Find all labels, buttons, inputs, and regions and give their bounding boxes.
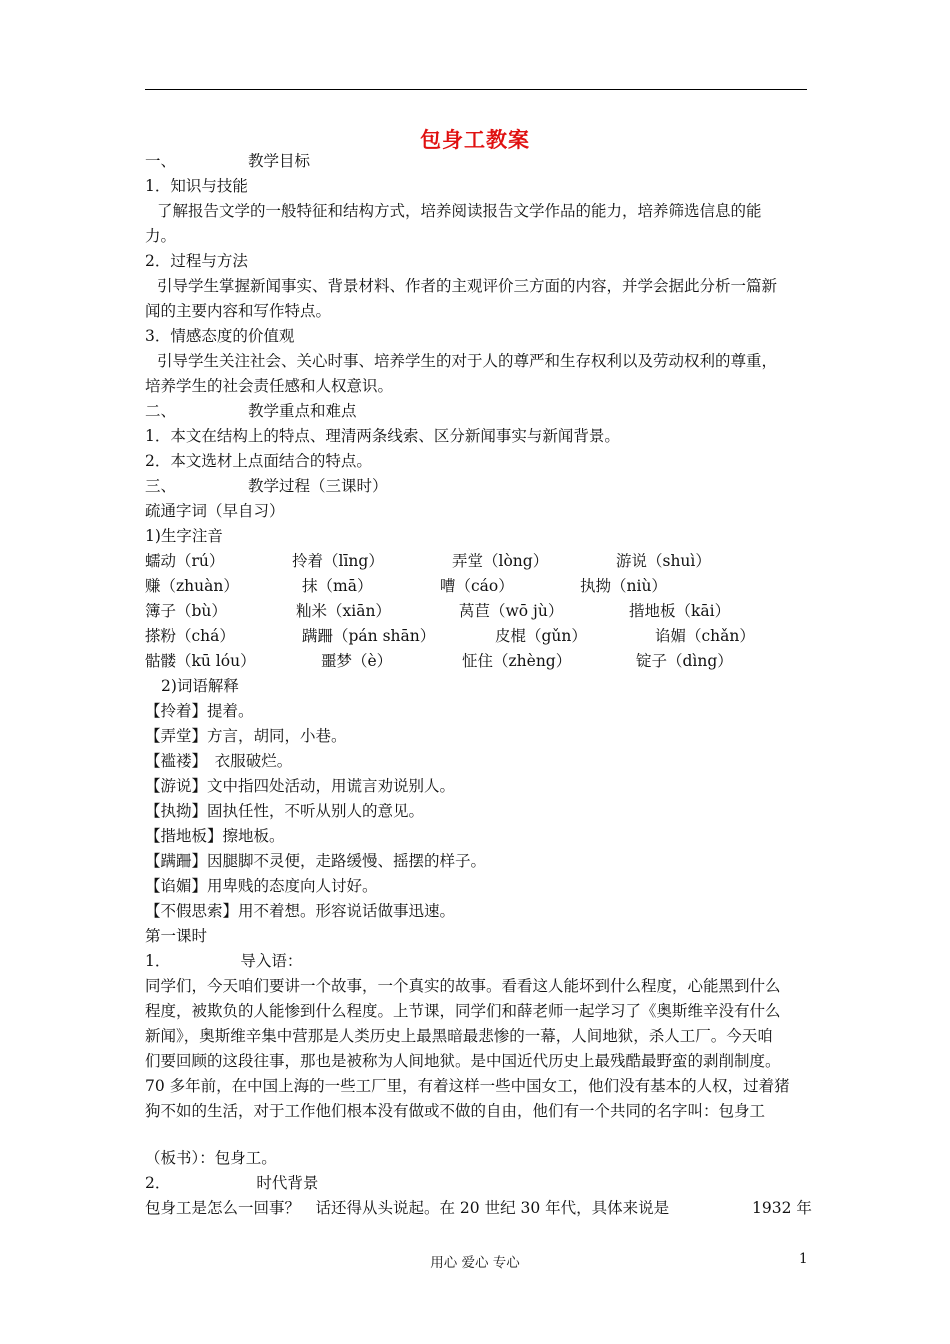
pinyin-item: 弄堂（lòng）: [452, 552, 549, 570]
intro-paragraph-line: 同学们，今天咱们要讲一个故事，一个真实的故事。看看这人能坏到什么程度，心能黑到什么: [145, 977, 781, 995]
pinyin-item: 嘈（cáo）: [440, 577, 514, 595]
section-number: 三、: [145, 477, 177, 495]
pinyin-item: 游说（shuì）: [616, 552, 711, 570]
lesson-heading: 第一课时: [145, 927, 208, 945]
board-note: （板书）：包身工。: [145, 1149, 277, 1167]
section-3-heading: [145, 474, 388, 499]
definition-item: 【褴褛】 衣服破烂。: [145, 752, 293, 770]
goal-1-heading: 1．知识与技能: [145, 177, 248, 195]
intro-paragraph-line: 狗不如的生活，对于工作他们根本没有做或不做的自由，他们有一个共同的名字叫：包身工: [145, 1102, 766, 1120]
pinyin-item: 噩梦（è）: [321, 652, 393, 670]
background-title: 时代背景: [256, 1174, 319, 1192]
section-title: 教学重点和难点: [248, 402, 357, 420]
background-number: 2．: [145, 1174, 171, 1192]
intro-paragraph-line: 程度，被欺负的人能惨到什么程度。上节课，同学们和薛老师一起学习了《奥斯维辛没有什么: [145, 1002, 781, 1020]
pinyin-item: 赚（zhuàn）: [145, 577, 239, 595]
goal-1-text-cont: 力。: [145, 227, 177, 245]
pinyin-item: 执拗（niù）: [580, 577, 667, 595]
section-2-heading: [145, 399, 357, 424]
goal-2-text: 引导学生掌握新闻事实、背景材料、作者的主观评价三方面的内容，并学会据此分析一篇新: [157, 277, 778, 295]
page-footer: 用心 爱心 专心: [430, 1255, 520, 1271]
background-year: 1932 年: [752, 1199, 812, 1217]
page-number: 1: [799, 1251, 808, 1267]
background-heading: [145, 1171, 318, 1196]
pinyin-item: 搽粉（chá）: [145, 627, 235, 645]
definition-item: 【执拗】固执任性，不听从别人的意见。: [145, 802, 425, 820]
intro-heading: [145, 949, 302, 974]
key-point-2: 2．本文选材上点面结合的特点。: [145, 452, 372, 470]
pinyin-item: 锭子（dìng）: [636, 652, 733, 670]
header-rule: [145, 89, 807, 90]
pinyin-heading: 1)生字注音: [145, 527, 223, 545]
words-heading: 2)词语解释: [161, 677, 239, 695]
pinyin-item: 怔住（zhèng）: [462, 652, 572, 670]
definition-item: 【拎着】提着。: [145, 702, 254, 720]
pinyin-item: 骷髅（kū lóu）: [145, 652, 256, 670]
goal-2-heading: 2．过程与方法: [145, 252, 248, 270]
section-1-heading: [145, 149, 310, 174]
pinyin-item: 拎着（līng）: [292, 552, 384, 570]
intro-paragraph-line: 新闻》，奥斯维辛集中营那是人类历史上最黑暗最悲惨的一幕，人间地狱，杀人工厂。今天咱: [145, 1027, 773, 1045]
intro-title: 导入语：: [240, 952, 303, 970]
pinyin-item: 揩地板（kāi）: [629, 602, 731, 620]
definition-item: 【谄媚】用卑贱的态度向人讨好。: [145, 877, 378, 895]
goal-3-text: 引导学生关注社会、关心时事、培养学生的对于人的尊严和生存权利以及劳动权利的尊重，: [157, 352, 778, 370]
intro-number: 1．: [145, 952, 171, 970]
section-number: 二、: [145, 402, 177, 420]
pinyin-item: 谄媚（chǎn）: [655, 627, 755, 645]
definition-item: 【蹒跚】因腿脚不灵便，走路缓慢、摇摆的样子。: [145, 852, 487, 870]
section-number: 一、: [145, 152, 177, 170]
intro-paragraph-line: 70 多年前，在中国上海的一些工厂里，有着这样一些中国女工，他们没有基本的人权，过着猪: [145, 1077, 790, 1095]
pinyin-item: 籼米（xiān）: [296, 602, 391, 620]
pinyin-item: 蹒跚（pán shān）: [302, 627, 436, 645]
goal-1-text: 了解报告文学的一般特征和结构方式，培养阅读报告文学作品的能力，培养筛选信息的能: [157, 202, 762, 220]
definition-item: 【游说】文中指四处活动，用谎言劝说别人。: [145, 777, 456, 795]
goal-3-heading: 3．情感态度的价值观: [145, 327, 295, 345]
document-title: 包身工教案: [420, 127, 530, 152]
intro-paragraph-line: 们要回顾的这段往事，那也是被称为人间地狱。是中国近代历史上最残酷最野蛮的剥削制度。: [145, 1052, 781, 1070]
pinyin-item: 抹（mā）: [302, 577, 373, 595]
pinyin-item: 皮棍（gǔn）: [495, 627, 587, 645]
pinyin-item: 簿子（bù）: [145, 602, 227, 620]
vocab-heading: 疏通字词（早自习）: [145, 502, 285, 520]
key-point-1: 1．本文在结构上的特点、理清两条线索、区分新闻事实与新闻背景。: [145, 427, 620, 445]
pinyin-item: 莴苣（wō jù）: [459, 602, 564, 620]
definition-item: 【弄堂】方言，胡同，小巷。: [145, 727, 347, 745]
section-title: 教学过程（三课时）: [248, 477, 388, 495]
section-title: 教学目标: [248, 152, 311, 170]
definition-item: 【不假思索】用不着想。形容说话做事迅速。: [145, 902, 456, 920]
definition-item: 【揩地板】擦地板。: [145, 827, 285, 845]
pinyin-item: 蠕动（rú）: [145, 552, 225, 570]
background-text: 包身工是怎么一回事？ 话还得从头说起。在 20 世纪 30 年代，具体来说是: [145, 1199, 670, 1217]
goal-3-text-cont: 培养学生的社会责任感和人权意识。: [145, 377, 394, 395]
goal-2-text-cont: 闻的主要内容和写作特点。: [145, 302, 332, 320]
